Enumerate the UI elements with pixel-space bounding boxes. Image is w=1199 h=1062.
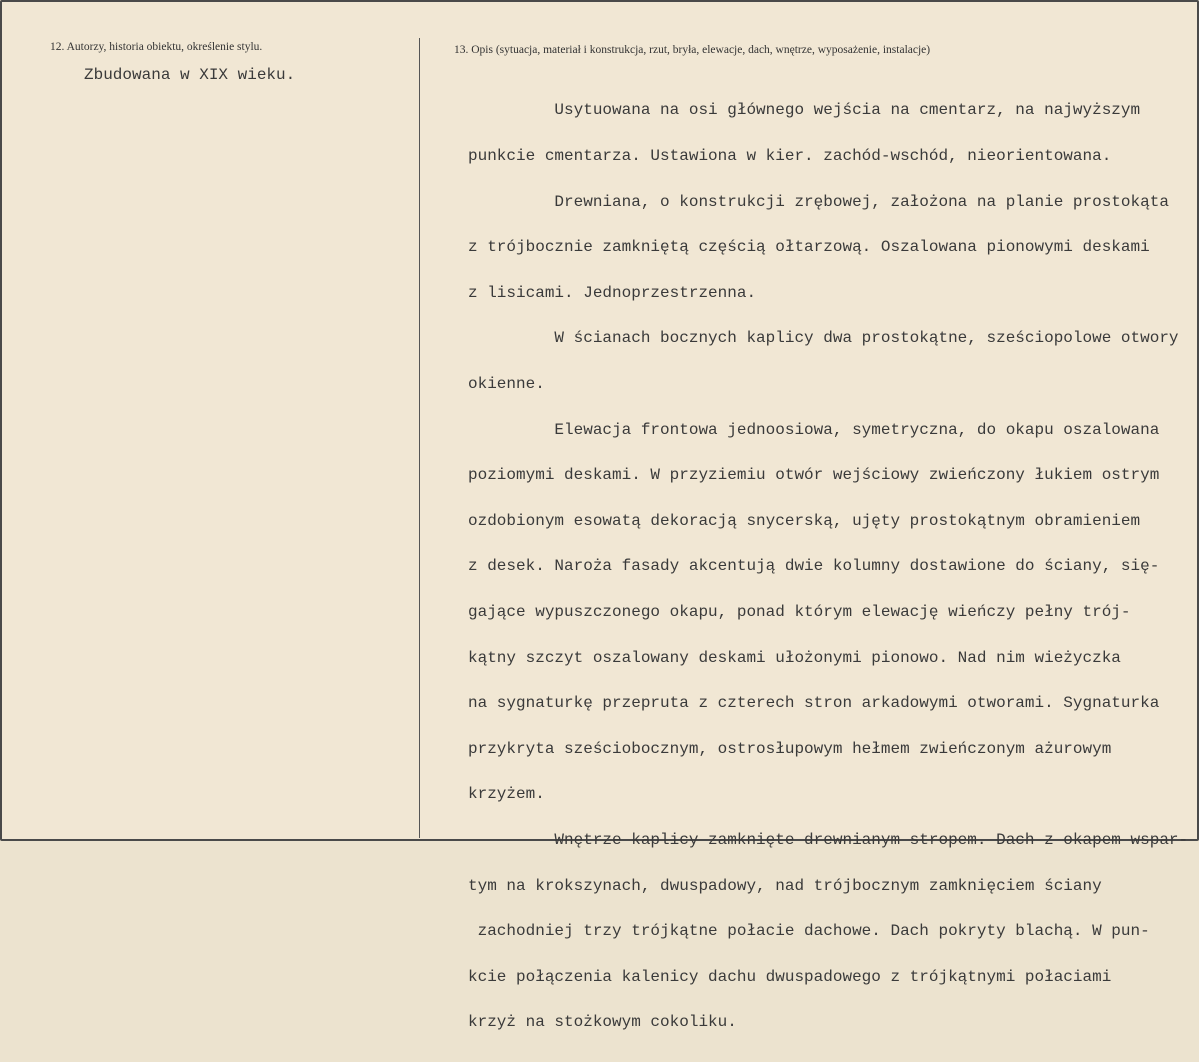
description-line: z lisicami. Jednoprzestrzenna.	[468, 283, 757, 302]
description-line: okienne.	[468, 374, 545, 393]
description-line: gające wypuszczonego okapu, ponad którym elewację wieńczy pełny trój-	[468, 602, 1131, 621]
description-line: z trójbocznie zamkniętą częścią ołtarzową. Oszalowana pionowymi deskami	[468, 238, 1150, 257]
description-line: na sygnaturkę przepruta z czterech stron arkadowymi otworami. Sygnaturka	[468, 694, 1160, 713]
description-line: Wnętrze kaplicy zamknięte drewnianym stropem. Dach z okapem wspar-	[468, 830, 1189, 849]
section-12-text: Zbudowana w XIX wieku.	[84, 66, 296, 84]
description-line: zachodniej trzy trójkątne połacie dachowe. Dach pokryty blachą. W pun-	[468, 922, 1150, 941]
description-line: krzyż na stożkowym cokoliku.	[468, 1013, 737, 1032]
section-13-heading: 13. Opis (sytuacja, materiał i konstrukcja, rzut, bryła, elewacje, dach, wnętrze, wyposażenie, instalacje)	[454, 44, 931, 56]
description-line: ozdobionym esowatą dekoracją snycerską, ujęty prostokątnym obramieniem	[468, 511, 1141, 530]
description-line: krzyżem.	[468, 785, 545, 804]
description-line: tym na krokszynach, dwuspadowy, nad trójbocznym zamknięciem ściany	[468, 876, 1102, 895]
column-divider	[419, 38, 420, 838]
description-line: kcie połączenia kalenicy dachu dwuspadowego z trójkątnymi połaciami	[468, 967, 1112, 986]
description-line: punkcie cmentarza. Ustawiona w kier. zachód-wschód, nieorientowana.	[468, 147, 1112, 165]
description-line: przykryta sześciobocznym, ostrosłupowym hełmem zwieńczonym ażurowym	[468, 739, 1112, 758]
description-line: kątny szczyt oszalowany deskami ułożonymi pionowo. Nad nim wieżyczka	[468, 648, 1121, 667]
description-line: Elewacja frontowa jednoosiowa, symetryczna, do okapu oszalowana	[468, 420, 1160, 439]
description-line: W ścianach bocznych kaplicy dwa prostokątne, sześciopolowe otwory	[468, 329, 1179, 348]
description-line: Usytuowana na osi głównego wejścia na cmentarz, na najwyższym	[468, 101, 1141, 120]
section-12-heading: 12. Autorzy, historia obiektu, określenie stylu.	[50, 41, 263, 53]
description-line: poziomymi deskami. W przyziemiu otwór wejściowy zwieńczony łukiem ostrym	[468, 466, 1160, 485]
section-13-body	[468, 73, 1188, 1061]
description-line: z desek. Naroża fasady akcentują dwie kolumny dostawione do ściany, się-	[468, 557, 1160, 576]
description-line: Drewniana, o konstrukcji zrębowej, założona na planie prostokąta	[468, 192, 1169, 211]
